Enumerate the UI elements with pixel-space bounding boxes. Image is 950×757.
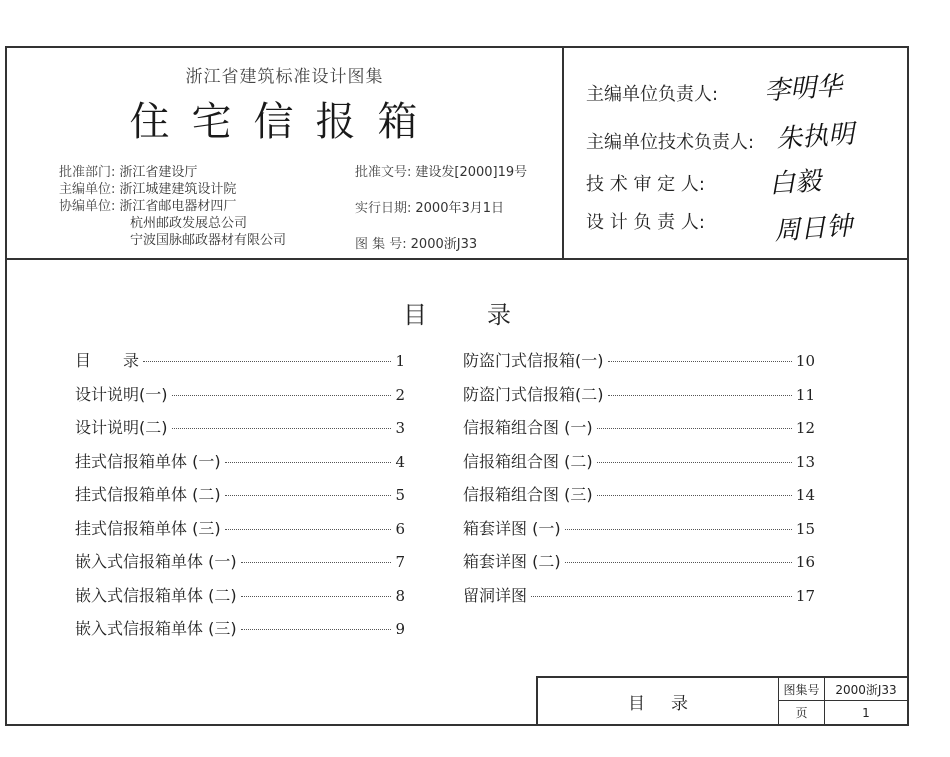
toc-item[interactable] <box>75 449 405 483</box>
toc-item[interactable] <box>75 348 405 382</box>
toc-item-page: 12 <box>795 419 815 437</box>
responsibles-block <box>564 48 907 258</box>
toc-item-title: 嵌入式信报箱单体 (三) <box>75 619 237 638</box>
responsible-label: 主编单位技术负责人: <box>586 132 755 153</box>
toc-item[interactable] <box>75 583 405 617</box>
toc-item-page: 17 <box>795 586 815 605</box>
leader-dots <box>241 562 392 563</box>
leader-dots <box>608 395 792 396</box>
toc-heading: 目录 <box>403 301 571 329</box>
toc-item-page: 8 <box>395 586 405 605</box>
toc-item-page: 13 <box>795 452 815 471</box>
toc-item-page: 3 <box>395 419 405 437</box>
leader-dots <box>597 462 792 463</box>
leader-dots <box>241 596 392 597</box>
toc-item[interactable] <box>75 516 405 550</box>
toc-item-page: 15 <box>795 519 815 538</box>
toc-item[interactable] <box>463 449 815 483</box>
sheet-name: 目录 <box>538 678 779 724</box>
toc-item-page: 16 <box>795 553 815 571</box>
toc-item[interactable] <box>75 382 405 416</box>
units-info <box>59 164 286 249</box>
toc-item-page: 10 <box>795 352 815 370</box>
leader-dots <box>597 495 792 496</box>
toc-item-title: 信报箱组合图 (三) <box>463 485 593 504</box>
toc-item[interactable] <box>75 549 405 583</box>
leader-dots <box>143 361 391 362</box>
toc-item[interactable] <box>463 516 815 550</box>
toc-item-title: 信报箱组合图 (一) <box>463 418 593 437</box>
toc-item-page: 4 <box>395 452 405 471</box>
leader-dots <box>172 395 392 396</box>
chief-unit-label: 主编单位: <box>59 182 116 197</box>
responsible-label: 设 计 负 责 人: <box>586 212 705 233</box>
co-unit: 杭州邮政发展总公司 <box>130 216 248 231</box>
toc-item-title: 嵌入式信报箱单体 (二) <box>75 585 237 605</box>
atlas-no-value: 2000浙J33 <box>835 682 897 697</box>
toc-item-page: 11 <box>795 385 815 404</box>
toc-column-left <box>75 348 405 650</box>
toc-item-page: 7 <box>395 553 405 571</box>
title-block-grid <box>779 678 907 724</box>
leader-dots <box>565 562 792 563</box>
signature: 白毅 <box>768 166 823 200</box>
co-units-label: 协编单位: <box>59 199 116 214</box>
leader-dots <box>565 529 792 530</box>
approving-dept-label: 批准部门: <box>59 165 116 180</box>
toc-item[interactable] <box>75 415 405 449</box>
title-block <box>536 676 909 726</box>
leader-dots <box>225 462 392 463</box>
responsible-row <box>586 170 705 196</box>
atlas-no-row <box>779 678 907 701</box>
toc-item-title: 箱套详图 (一) <box>463 518 561 538</box>
toc-item-title: 防盗门式信报箱(二) <box>463 384 604 404</box>
toc-item-title: 嵌入式信报箱单体 (一) <box>75 552 237 571</box>
co-unit: 浙江省邮电器材四厂 <box>119 199 237 214</box>
leader-dots <box>241 629 392 630</box>
leader-dots <box>608 361 792 362</box>
signature: 周日钟 <box>773 211 854 247</box>
toc-item[interactable] <box>463 583 815 617</box>
toc-item[interactable] <box>463 482 815 516</box>
leader-dots <box>225 529 392 530</box>
toc-item[interactable] <box>463 415 815 449</box>
toc-item-title: 信报箱组合图 (二) <box>463 451 593 471</box>
toc-item[interactable] <box>75 616 405 650</box>
toc-item-title: 设计说明(一) <box>75 384 168 404</box>
toc-item-page: 14 <box>795 486 815 504</box>
approval-no-label: 批准文号: <box>355 165 412 180</box>
leader-dots <box>597 428 792 429</box>
signature: 朱执明 <box>775 119 856 155</box>
document-title: 住宅信报箱 <box>129 99 440 145</box>
responsible-label: 主编单位负责人: <box>586 84 719 105</box>
atlas-no: 2000浙J33 <box>410 237 478 252</box>
approval-no: 建设发[2000]19号 <box>415 165 528 180</box>
toc-item-page: 1 <box>395 352 405 370</box>
leader-dots <box>531 596 792 597</box>
atlas-no-label: 图集号 <box>779 678 825 700</box>
toc-column-right <box>463 348 815 616</box>
effective-date-label: 实行日期: <box>355 201 412 216</box>
toc-item[interactable] <box>463 348 815 382</box>
signature: 李明华 <box>763 71 844 107</box>
page-label: 页 <box>779 701 825 724</box>
toc-item[interactable] <box>75 482 405 516</box>
responsible-row <box>586 80 718 106</box>
page-value: 1 <box>862 705 870 720</box>
toc-item-title: 挂式信报箱单体 (一) <box>75 451 221 471</box>
effective-date: 2000年3月1日 <box>415 201 505 216</box>
drawing-sheet <box>5 46 909 726</box>
toc-item-title: 设计说明(二) <box>75 418 168 437</box>
toc-item-page: 9 <box>395 620 405 638</box>
toc-item[interactable] <box>463 382 815 416</box>
responsible-label: 技 术 审 定 人: <box>586 174 705 195</box>
header-block <box>7 48 907 260</box>
toc-item-title: 留洞详图 <box>463 585 528 605</box>
atlas-no-label: 图 集 号: <box>355 237 407 252</box>
leader-dots <box>172 428 392 429</box>
approval-info <box>355 164 527 272</box>
responsible-row <box>586 208 705 234</box>
chief-unit: 浙江城建建筑设计院 <box>119 182 237 197</box>
page-row <box>779 701 907 724</box>
toc-item-page: 6 <box>395 519 405 538</box>
header-info <box>7 48 564 258</box>
toc-item[interactable] <box>463 549 815 583</box>
approving-dept: 浙江省建设厅 <box>119 165 198 180</box>
toc-item-title: 目 录 <box>75 351 140 370</box>
toc-item-title: 挂式信报箱单体 (二) <box>75 485 221 504</box>
toc-item-title: 箱套详图 (二) <box>463 552 561 571</box>
toc-item-title: 防盗门式信报箱(一) <box>463 351 604 370</box>
series-title: 浙江省建筑标准设计图集 <box>185 67 384 87</box>
toc-item-page: 5 <box>395 486 405 504</box>
leader-dots <box>225 495 392 496</box>
toc-item-page: 2 <box>395 385 405 404</box>
toc-item-title: 挂式信报箱单体 (三) <box>75 518 221 538</box>
responsible-row <box>586 128 754 154</box>
co-unit: 宁波国脉邮政器材有限公司 <box>130 233 287 248</box>
